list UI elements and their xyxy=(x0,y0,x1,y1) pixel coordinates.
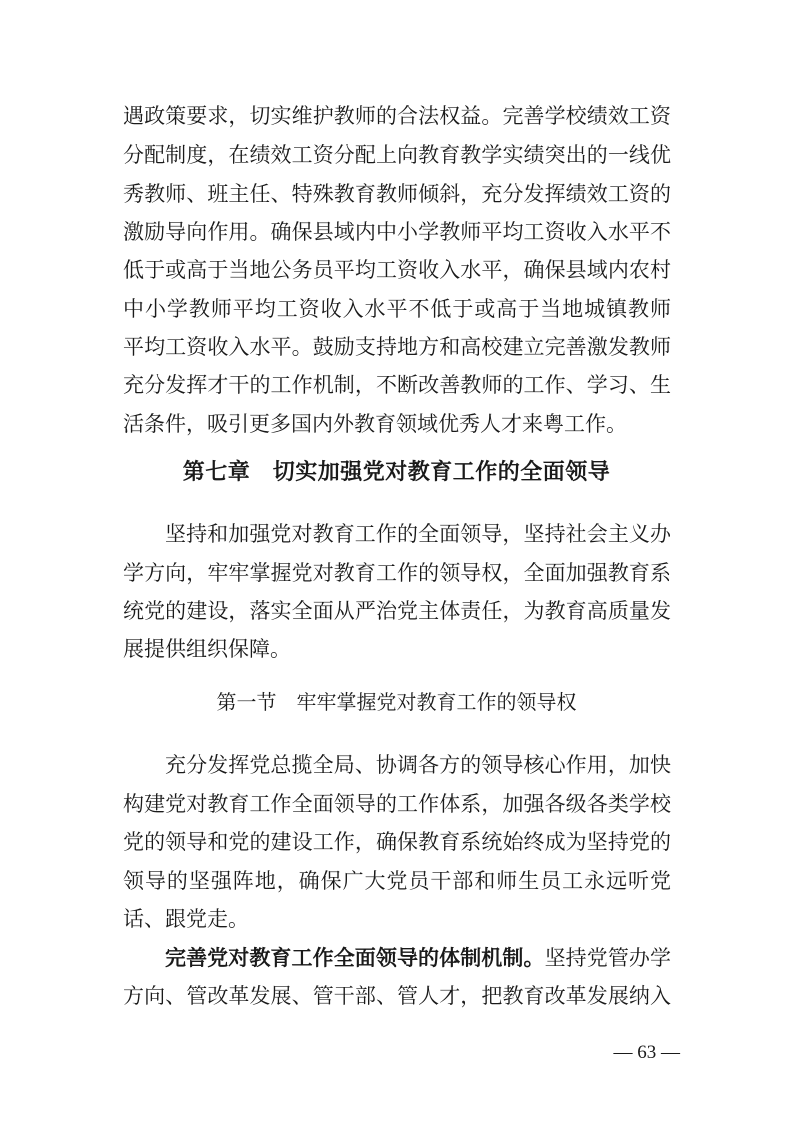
lead-line-rest: 坚持党管办学 xyxy=(544,946,672,970)
section-title: 第一节 牢牢掌握党对教育工作的领导权 xyxy=(216,690,577,714)
page-number: — 63 — xyxy=(613,1042,680,1063)
text-line: 领导的坚强阵地，确保广大党员干部和师生员工永远听党 xyxy=(123,869,671,893)
text-line: 激励导向作用。确保县域内中小学教师平均工资收入水平不 xyxy=(123,220,671,244)
text-line: 话、跟党走。 xyxy=(123,907,249,931)
text-line: 平均工资收入水平。鼓励支持地方和高校建立完善激发教师 xyxy=(123,335,671,359)
chapter-title: 第七章 切实加强党对教育工作的全面领导 xyxy=(182,460,611,485)
text-line xyxy=(165,943,671,973)
text-line: 展提供组织保障。 xyxy=(123,637,291,661)
text-line: 构建党对教育工作全面领导的工作体系，加强各级各类学校 xyxy=(123,792,671,816)
text-line: 党的领导和党的建设工作，确保教育系统始终成为坚持党的 xyxy=(123,830,671,854)
text-line: 坚持和加强党对教育工作的全面领导，坚持社会主义办 xyxy=(165,522,671,546)
text-line: 充分发挥才干的工作机制，不断改善教师的工作、学习、生 xyxy=(123,373,671,397)
text-line: 学方向，牢牢掌握党对教育工作的领导权，全面加强教育系 xyxy=(123,561,671,585)
text-line: 分配制度，在绩效工资分配上向教育教学实绩突出的一线优 xyxy=(123,143,671,167)
text-line: 低于或高于当地公务员平均工资收入水平，确保县域内农村 xyxy=(123,258,671,282)
text-line: 中小学教师平均工资收入水平不低于或高于当地城镇教师 xyxy=(123,297,671,321)
bold-lead-text: 完善党对教育工作全面领导的体制机制。 xyxy=(165,946,545,970)
text-line: 方向、管改革发展、管干部、管人才，把教育改革发展纳入 xyxy=(123,984,671,1008)
text-line: 充分发挥党总揽全局、协调各方的领导核心作用，加快 xyxy=(165,753,671,777)
text-line: 统党的建设，落实全面从严治党主体责任，为教育高质量发 xyxy=(123,599,671,623)
text-line: 秀教师、班主任、特殊教育教师倾斜，充分发挥绩效工资的 xyxy=(123,182,671,206)
text-line: 活条件，吸引更多国内外教育领域优秀人才来粤工作。 xyxy=(123,412,627,436)
text-line: 遇政策要求，切实维护教师的合法权益。完善学校绩效工资 xyxy=(123,104,671,128)
